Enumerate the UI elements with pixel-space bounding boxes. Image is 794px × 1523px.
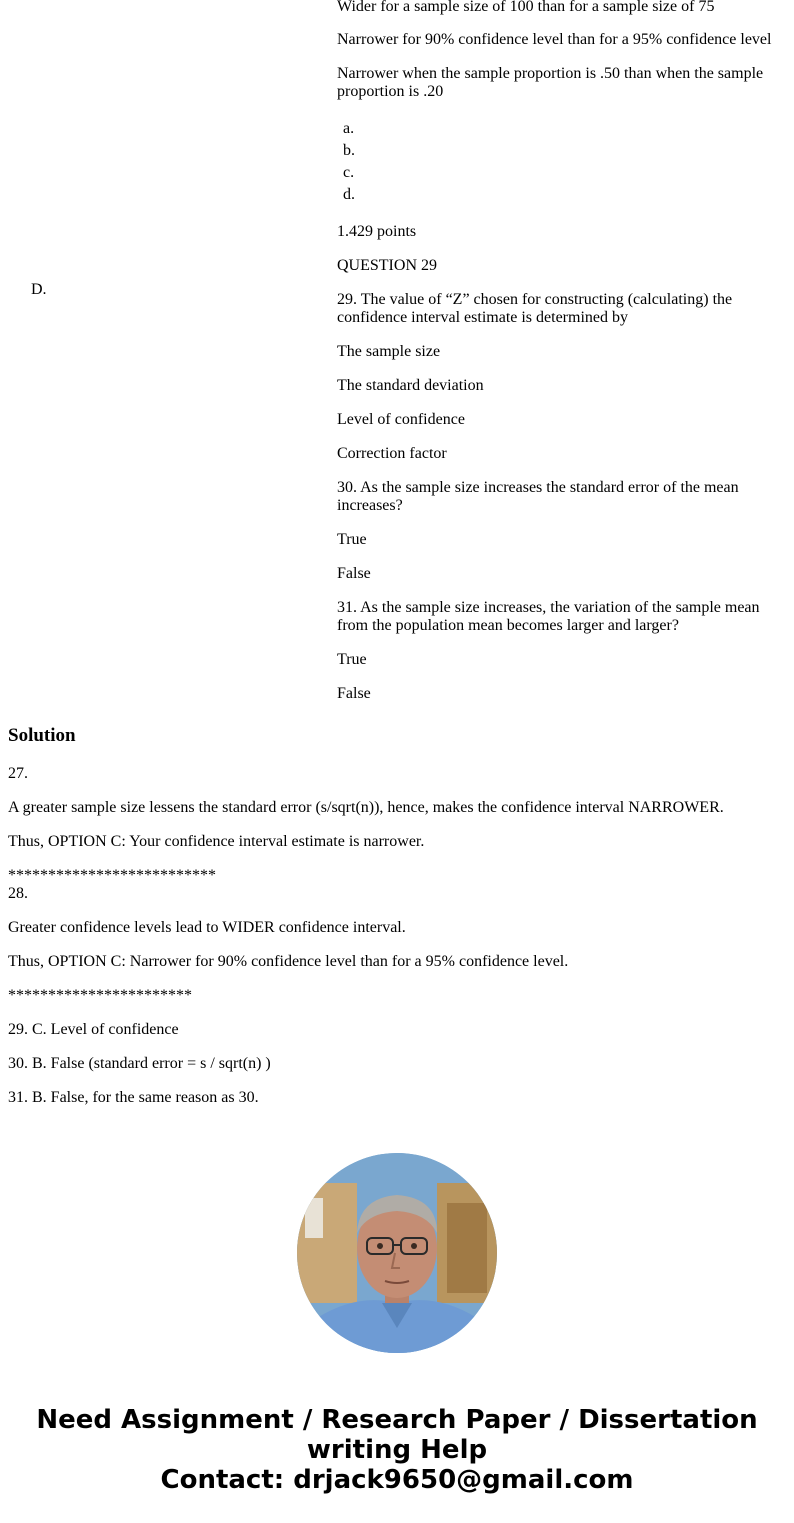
answer-explanation: A greater sample size lessens the standard error (s/sqrt(n)), hence, makes the confidence interval NARROWER. xyxy=(8,799,724,816)
option-letter: b. xyxy=(343,142,355,159)
answer-option: The standard deviation xyxy=(337,377,484,394)
question-label: QUESTION 29 xyxy=(337,257,437,274)
question-text: 29. The value of “Z” chosen for constructing (calculating) the confidence interval estimate is determined by xyxy=(337,291,733,326)
option-letter: d. xyxy=(343,186,355,203)
answer-option: The sample size xyxy=(337,343,441,360)
answer-conclusion: Thus, OPTION C: Narrower for 90% confidence level than for a 95% confidence level. xyxy=(8,953,569,970)
answer-option: True xyxy=(337,531,367,548)
q28-option-text: Narrower for 90% confidence level than for a 95% confidence level xyxy=(337,31,772,48)
answer-option: Level of confidence xyxy=(337,411,465,428)
answer-line: 29. C. Level of confidence xyxy=(8,1021,179,1038)
avatar xyxy=(297,1153,497,1353)
points-label: 1.429 points xyxy=(337,223,417,240)
answer-line: 30. B. False (standard error = s / sqrt(n) ) xyxy=(8,1055,271,1072)
answer-number: 28. xyxy=(8,885,28,902)
answer-line: 31. B. False, for the same reason as 30. xyxy=(8,1089,259,1106)
answer-option: Correction factor xyxy=(337,445,447,462)
option-letter: c. xyxy=(343,164,355,181)
q28-option-text: Wider for a sample size of 100 than for a sample size of 75 xyxy=(337,0,715,15)
banner-line: writing Help xyxy=(306,1435,488,1465)
question-text: 30. As the sample size increases the standard error of the mean increases? xyxy=(337,479,739,514)
answer-option: False xyxy=(337,685,371,702)
answer-option: False xyxy=(337,565,371,582)
banner-line: Need Assignment / Research Paper / Dissertation xyxy=(36,1405,758,1435)
separator: *********************** xyxy=(8,987,192,1004)
q28-option-text: Narrower when the sample proportion is .50 than when the sample proportion is .20 xyxy=(337,65,764,100)
question-text: 31. As the sample size increases, the variation of the sample mean from the population mean becomes larger and larger? xyxy=(337,599,760,634)
option-letter: a. xyxy=(343,120,355,137)
answer-explanation: Greater confidence levels lead to WIDER confidence interval. xyxy=(8,919,406,936)
solution-heading: Solution xyxy=(8,725,76,746)
side-label: D. xyxy=(31,281,47,298)
answer-option: True xyxy=(337,651,367,668)
contact-banner xyxy=(0,1405,794,1495)
answer-conclusion: Thus, OPTION C: Your confidence interval estimate is narrower. xyxy=(8,833,425,850)
answer-number: 27. xyxy=(8,765,28,782)
banner-contact: Contact: drjack9650@gmail.com xyxy=(160,1465,634,1495)
person-portrait-icon xyxy=(297,1153,497,1353)
separator: ************************** xyxy=(8,867,216,884)
